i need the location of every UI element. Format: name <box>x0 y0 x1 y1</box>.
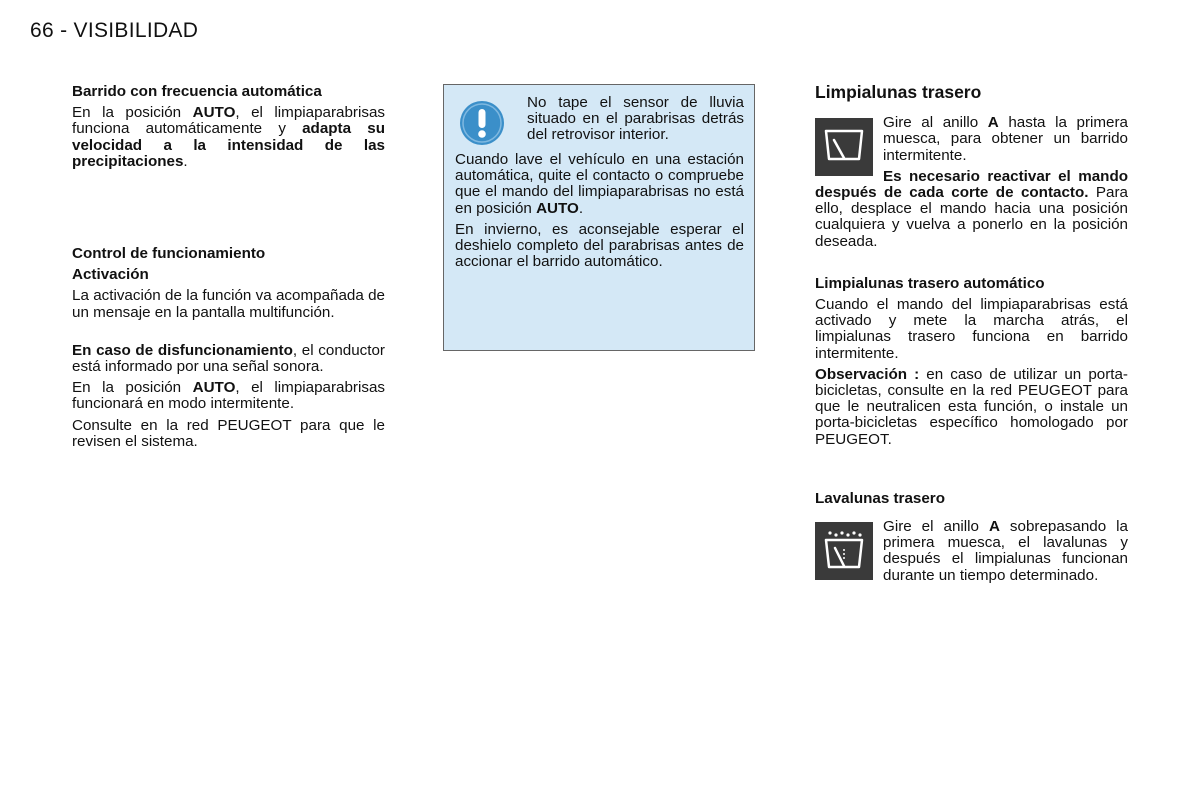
left-column <box>72 84 385 450</box>
note-winter-text: En invierno, es aconsejable esperar el deshielo completo del parabrisas antes de accionar el barrido automático. <box>455 220 744 271</box>
rear-wiper-section <box>815 115 1128 250</box>
rear-wiper-icon <box>815 118 873 176</box>
rear-wiper-heading: Limpialunas trasero <box>815 82 982 102</box>
rear-washer-text: Gire el anillo A sobrepasando la primera muesca, el lavalunas y después el limpialunas funcionan durante un tiempo determinado. <box>883 518 1128 584</box>
exclamation-icon <box>459 100 505 146</box>
activation-subheading: Activación <box>72 266 149 284</box>
auto-sweep-heading: Barrido con frecuencia automática <box>72 83 322 100</box>
activation-text: La activación de la función va acompañada de un mensaje en la pantalla multifunción. <box>72 287 385 321</box>
page-header <box>30 19 198 43</box>
rear-auto-heading: Limpialunas trasero automático <box>815 274 1045 292</box>
rear-wiper-reactivate-text: Es necesario reactivar el mando después de cada corte de contacto. Para ello, desplace el mando hacia una posición cualquiera y vuelva a ponerlo en la posición deseada. <box>815 167 1128 250</box>
control-heading: Control de funcionamiento <box>72 245 266 263</box>
header-separator: - <box>53 19 74 42</box>
malfunction-auto-text: En la posición AUTO, el limpiaparabrisas funcionará en modo intermitente. <box>72 379 386 413</box>
note-sensor-text: No tape el sensor de lluvia situado en el parabrisas detrás del retrovisor interior. <box>527 94 744 144</box>
malfunction-text: En caso de disfuncionamiento, el conductor está informado por una señal sonora. <box>72 341 385 376</box>
note-wash-text: Cuando lave el vehículo en una estación automática, quite el contacto o compruebe que el mando del limpiaparabrisas no está en posición AUTO. <box>455 151 744 217</box>
rear-wiper-text: Gire al anillo A hasta la primera muesca, para obtener un barrido intermitente. <box>883 114 1128 164</box>
rear-washer-icon <box>815 522 873 580</box>
rear-washer-heading: Lavalunas trasero <box>815 489 945 507</box>
rear-auto-text: Cuando el mando del limpiaparabrisas está activado y mete la marcha atrás, el limpialunas trasero funciona en barrido intermitente. <box>815 296 1128 362</box>
rear-washer-section <box>815 519 1128 584</box>
observation-text: Observación : en caso de utilizar un porta-bicicletas, consulte en la red PEUGEOT para que le neutralicen esta función, o instale un porta-bicicletas específico homologado por PEUGEOT. <box>815 365 1128 448</box>
auto-sweep-text: En la posición AUTO, el limpiaparabrisas funciona automáticamente y adapta su velocidad a la intensidad de las precipitaciones. <box>72 104 386 170</box>
right-column <box>815 84 1128 584</box>
peugeot-service-text: Consulte en la red PEUGEOT para que le revisen el sistema. <box>72 416 385 450</box>
section-title: VISIBILIDAD <box>73 19 199 42</box>
page-number: 66 <box>30 19 54 42</box>
warning-note-box <box>443 84 755 351</box>
